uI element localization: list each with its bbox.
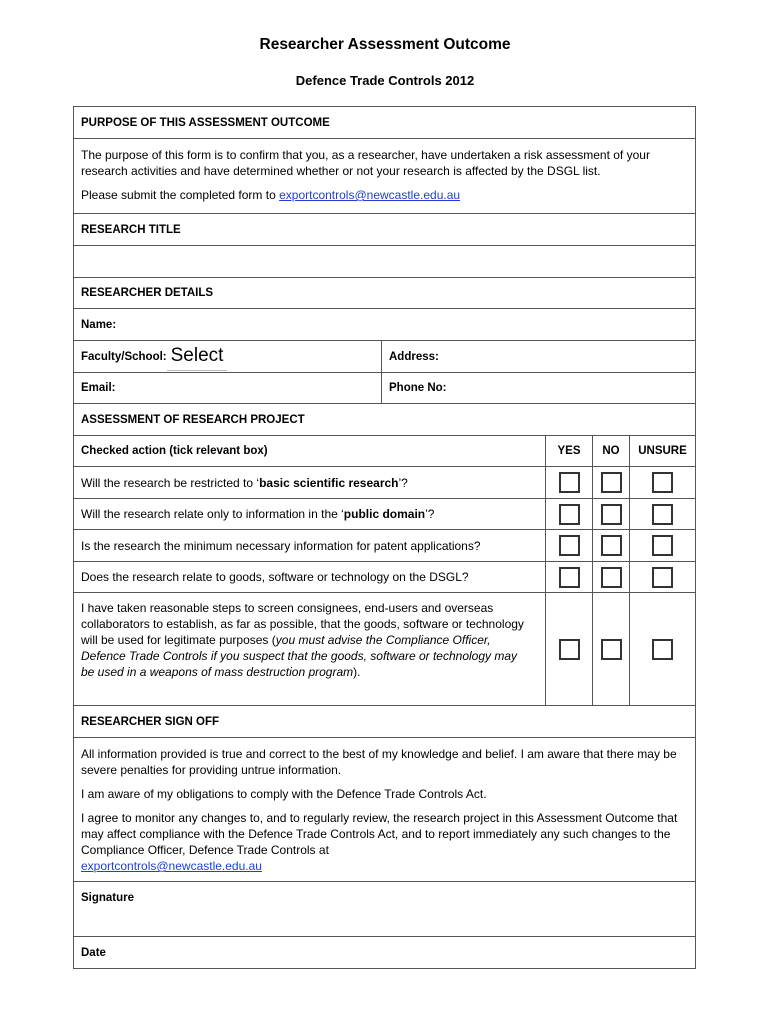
- no-checkbox[interactable]: [601, 504, 622, 525]
- sign-off-heading: RESEARCHER SIGN OFF: [81, 715, 220, 728]
- no-checkbox[interactable]: [601, 472, 622, 493]
- faculty-select-value: Select: [170, 345, 224, 366]
- submit-email-link[interactable]: exportcontrols@newcastle.edu.au: [279, 188, 461, 202]
- unsure-checkbox[interactable]: [652, 504, 673, 525]
- sign-off-monitoring: I agree to monitor any changes to, and to regularly review, the research project in this Assessment Outcome that may affect compliance with the Defence Trade Controls Act, and to report immediately any such changes to the Compliance Officer, Defence Trade Controls at: [81, 811, 678, 857]
- researcher-details-heading-row: [74, 278, 695, 309]
- purpose-paragraph: The purpose of this form is to confirm that you, as a researcher, have undertaken a risk assessment of your research activities and have determined whether or not your research is affected by the DSGL list.: [81, 148, 650, 178]
- faculty-cell: [74, 341, 382, 372]
- question-row: [74, 467, 695, 499]
- screening-text: I have taken reasonable steps to screen consignees, end-users and overseas collaborators to establish, as far as possible, that the goods, software or technology will be used for legitimate purposes (: [81, 601, 524, 647]
- no-checkbox[interactable]: [601, 567, 622, 588]
- column-yes-header: YES: [545, 436, 592, 466]
- question-text-part: ’?: [425, 507, 435, 521]
- email-phone-row: [74, 373, 695, 404]
- unsure-checkbox[interactable]: [652, 567, 673, 588]
- question-text: [74, 562, 545, 592]
- assessment-heading: ASSESSMENT OF RESEARCH PROJECT: [81, 413, 305, 426]
- date-field[interactable]: [74, 937, 695, 968]
- phone-field[interactable]: [382, 373, 695, 403]
- question-text: [74, 467, 545, 498]
- yes-checkbox[interactable]: [559, 639, 580, 660]
- sign-off-heading-row: [74, 706, 695, 738]
- question-text-emphasis: public domain: [343, 507, 426, 521]
- researcher-details-heading: RESEARCHER DETAILS: [81, 287, 214, 299]
- yes-checkbox[interactable]: [559, 567, 580, 588]
- submit-instruction: [81, 187, 688, 203]
- email-field[interactable]: [74, 373, 382, 403]
- question-text-part: Is the research the minimum necessary information for patent applications?: [81, 538, 481, 553]
- purpose-heading-row: [74, 107, 695, 139]
- phone-label: Phone No:: [389, 382, 447, 394]
- yes-checkbox[interactable]: [559, 472, 580, 493]
- screening-question-text: [74, 593, 545, 705]
- column-action-header: Checked action (tick relevant box): [81, 445, 268, 457]
- yes-checkbox[interactable]: [559, 504, 580, 525]
- unsure-checkbox[interactable]: [652, 472, 673, 493]
- sign-off-body-row: [74, 738, 695, 882]
- assessment-column-header-row: [74, 436, 695, 467]
- form-title: Researcher Assessment Outcome: [259, 36, 511, 53]
- date-label: Date: [81, 946, 106, 959]
- purpose-body-row: [74, 139, 695, 214]
- signature-field[interactable]: [74, 882, 695, 937]
- yes-checkbox[interactable]: [559, 535, 580, 556]
- address-label: Address:: [389, 350, 439, 363]
- question-row: [74, 499, 695, 530]
- purpose-heading: PURPOSE OF THIS ASSESSMENT OUTCOME: [81, 116, 330, 129]
- question-text: [74, 499, 545, 529]
- faculty-select[interactable]: [167, 342, 228, 371]
- faculty-address-row: [74, 341, 695, 373]
- research-title-field[interactable]: [74, 246, 695, 278]
- question-row: [74, 562, 695, 593]
- question-text-part: Will the research relate only to information in the ‘: [81, 507, 344, 521]
- question-text-part: Will the research be restricted to ‘: [81, 475, 260, 490]
- unsure-checkbox[interactable]: [652, 535, 673, 556]
- screening-advice-text: you must advise the Compliance Officer, Defence Trade Controls if you suspect that the goods, software or technology may be used in a weapons of mass destruction program: [81, 633, 518, 679]
- no-checkbox[interactable]: [601, 535, 622, 556]
- question-text-part: ’?: [398, 475, 408, 490]
- name-field[interactable]: [74, 309, 695, 341]
- column-unsure-header: UNSURE: [629, 436, 695, 466]
- question-text-part: Does the research relate to goods, software or technology on the DSGL?: [81, 570, 469, 584]
- sign-off-obligations: I am aware of my obligations to comply with the Defence Trade Controls Act.: [81, 787, 487, 801]
- column-no-header: NO: [592, 436, 629, 466]
- question-row: [74, 530, 695, 562]
- name-label: Name:: [81, 318, 117, 331]
- screening-text-end: ).: [353, 665, 361, 679]
- research-title-heading-row: [74, 214, 695, 246]
- unsure-checkbox[interactable]: [652, 639, 673, 660]
- submit-prefix: Please submit the completed form to: [81, 188, 280, 202]
- email-label: Email:: [81, 382, 116, 394]
- sign-off-declaration: All information provided is true and correct to the best of my knowledge and belief. I am aware that there may be severe penalties for providing untrue information.: [81, 747, 677, 777]
- question-text-emphasis: basic scientific research: [259, 475, 399, 490]
- assessment-form: [73, 106, 696, 969]
- assessment-heading-row: [74, 404, 695, 436]
- address-field[interactable]: [382, 341, 695, 372]
- no-checkbox[interactable]: [601, 639, 622, 660]
- faculty-label: Faculty/School:: [81, 350, 167, 363]
- research-title-heading: RESEARCH TITLE: [81, 223, 181, 236]
- form-subtitle: Defence Trade Controls 2012: [295, 73, 475, 88]
- sign-off-email-link[interactable]: exportcontrols@newcastle.edu.au: [81, 859, 262, 873]
- screening-question-row: [74, 593, 695, 706]
- signature-label: Signature: [81, 892, 135, 904]
- question-text: [74, 530, 545, 561]
